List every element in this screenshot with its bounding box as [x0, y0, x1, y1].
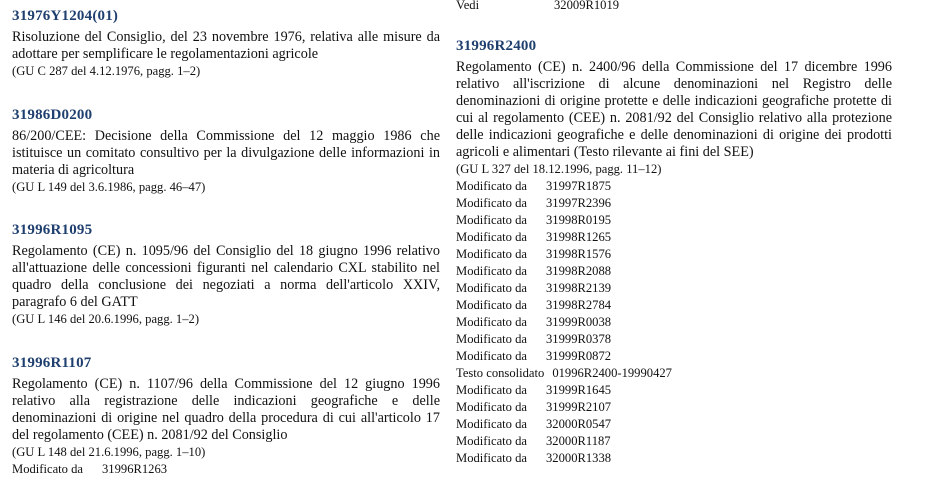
see-also-link[interactable]: 32009R1019 — [554, 0, 620, 12]
entry — [456, 38, 892, 467]
modification-row — [456, 297, 892, 314]
entry-reference: (GU L 148 del 21.6.1996, pagg. 1–10) — [12, 445, 206, 459]
row-label: Modificato da — [456, 349, 527, 363]
modification-row — [12, 461, 440, 478]
row-link[interactable]: 32000R0547 — [546, 417, 612, 431]
row-label: Modificato da — [456, 213, 527, 227]
row-label: Modificato da — [456, 400, 527, 414]
row-link[interactable]: 31997R2396 — [546, 196, 612, 210]
row-link[interactable]: 31999R0038 — [546, 315, 612, 329]
row-label: Modificato da — [456, 298, 527, 312]
row-link[interactable]: 01996R2400-19990427 — [552, 366, 672, 380]
entry-description: Regolamento (CE) n. 2400/96 della Commissione del 17 dicembre 1996 relativo all'iscrizione di alcune denominazioni nel Registro delle denominazioni di origine protette e delle indicazioni geografiche protette di cui al regolamento (CEE) n. 2081/92 del Consiglio relativo alla protezione delle indicazioni geografiche e delle denominazioni di origine dei prodotti agricoli e alimentari (Testo rilevante ai fini del SEE) — [456, 59, 892, 160]
row-label: Modificato da — [456, 281, 527, 295]
row-label: Modificato da — [456, 417, 527, 431]
row-label: Modificato da — [456, 179, 527, 193]
modification-row — [456, 450, 892, 467]
row-link[interactable]: 31998R1576 — [546, 247, 612, 261]
modification-list — [456, 178, 892, 467]
entry-description: Regolamento (CE) n. 1095/96 del Consiglio del 18 giugno 1996 relativo all'attuazione delle concessioni figuranti nel calendario CXL stabilito nel quadro della conclusione dei negoziati a norma dell'articolo XXIV, paragrafo 6 del GATT — [12, 243, 440, 310]
entry-code[interactable]: 31986D0200 — [12, 107, 93, 123]
entry-code[interactable]: 31976Y1204(01) — [12, 8, 119, 24]
row-link[interactable]: 31998R2784 — [546, 298, 612, 312]
entry-reference: (GU C 287 del 4.12.1976, pagg. 1–2) — [12, 64, 201, 78]
see-also-label: Vedi — [456, 0, 480, 12]
modification-row — [456, 382, 892, 399]
entry-code[interactable]: 31996R1095 — [12, 222, 93, 238]
row-label: Modificato da — [456, 383, 527, 397]
row-link[interactable]: 31998R2139 — [546, 281, 612, 295]
see-also-row — [456, 0, 619, 13]
entry-description: 86/200/CEE: Decisione della Commissione del 12 maggio 1986 che istituisce un comitato consultivo per la divulgazione delle informazioni in materia di agricoltura — [12, 128, 440, 178]
row-link[interactable]: 31998R2088 — [546, 264, 612, 278]
row-label: Modificato da — [456, 315, 527, 329]
entry — [12, 355, 440, 478]
entry-description: Risoluzione del Consiglio, del 23 novembre 1976, relativa alle misure da adottare per semplificare le regolamentazioni agricole — [12, 29, 440, 62]
row-label: Modificato da — [456, 332, 527, 346]
entry — [12, 222, 440, 328]
entry-reference: (GU L 149 del 3.6.1986, pagg. 46–47) — [12, 180, 206, 194]
row-label: Testo consolidato — [456, 366, 545, 380]
entry-reference: (GU L 146 del 20.6.1996, pagg. 1–2) — [12, 312, 200, 326]
modification-row — [456, 416, 892, 433]
row-label: Modificato da — [456, 247, 527, 261]
row-link[interactable]: 31999R0378 — [546, 332, 612, 346]
row-link[interactable]: 31998R0195 — [546, 213, 612, 227]
entry — [12, 107, 440, 196]
modification-row — [456, 280, 892, 297]
modification-row — [456, 331, 892, 348]
entry-reference: (GU L 327 del 18.12.1996, pagg. 11–12) — [456, 162, 662, 176]
row-label: Modificato da — [456, 230, 527, 244]
modification-row — [456, 348, 892, 365]
modification-row — [456, 212, 892, 229]
entry-description: Regolamento (CE) n. 1107/96 della Commissione del 12 giugno 1996 relativo alla registrazione delle indicazioni geografiche e delle denominazioni di origine nel quadro della procedura di cui all'articolo 17 del regolamento (CEE) n. 2081/92 del Consiglio — [12, 376, 440, 443]
row-link[interactable]: 31996R1263 — [102, 462, 168, 476]
modification-row — [456, 365, 892, 382]
row-link[interactable]: 32000R1187 — [546, 434, 611, 448]
modification-row — [456, 399, 892, 416]
row-link[interactable]: 31998R1265 — [546, 230, 612, 244]
modification-row — [456, 195, 892, 212]
modification-row — [456, 229, 892, 246]
row-link[interactable]: 31999R1645 — [546, 383, 612, 397]
entry-code[interactable]: 31996R1107 — [12, 355, 92, 371]
row-link[interactable]: 31997R1875 — [546, 179, 612, 193]
modification-row — [456, 314, 892, 331]
modification-row — [456, 246, 892, 263]
row-label: Modificato da — [12, 462, 83, 476]
row-link[interactable]: 31999R0872 — [546, 349, 612, 363]
row-label: Modificato da — [456, 264, 527, 278]
row-link[interactable]: 32000R1338 — [546, 451, 612, 465]
row-label: Modificato da — [456, 434, 527, 448]
modification-row — [456, 433, 892, 450]
row-label: Modificato da — [456, 196, 527, 210]
entry — [12, 8, 440, 80]
row-link[interactable]: 31999R2107 — [546, 400, 612, 414]
row-label: Modificato da — [456, 451, 527, 465]
modification-row — [456, 263, 892, 280]
entry-code[interactable]: 31996R2400 — [456, 38, 537, 54]
modification-row — [456, 178, 892, 195]
